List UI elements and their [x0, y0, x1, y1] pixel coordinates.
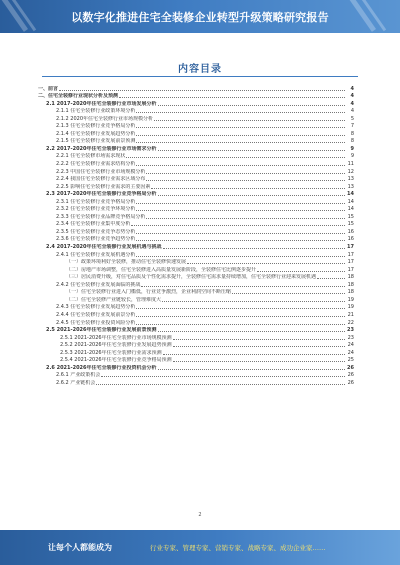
toc-entry-label: 2.5.3 2021-2026年住宅全装修行业需求预测 [60, 349, 162, 356]
toc-entry-label: 一、前言 [38, 85, 59, 92]
toc-entry-page: 25 [347, 357, 354, 364]
toc-dot-leader [136, 203, 345, 204]
toc-entry-page: 23 [347, 334, 354, 341]
toc-dot-leader [59, 90, 345, 91]
toc-entry-page: 22 [347, 319, 354, 326]
toc-dot-leader [162, 301, 345, 302]
toc-entry-page: 19 [347, 304, 354, 311]
toc-entry[interactable] [38, 371, 354, 379]
toc-entry[interactable] [38, 235, 354, 243]
toc-list [38, 84, 354, 386]
toc-entry[interactable] [38, 137, 354, 145]
toc-entry-page: 5 [350, 115, 354, 122]
footer-slogan: 让每个人都能成为 [48, 543, 112, 552]
toc-entry-page: 17 [347, 251, 354, 258]
toc-entry-label: 2.6 2021-2026年住宅全装修行业投资机会分析 [46, 364, 157, 371]
toc-entry[interactable] [38, 310, 354, 318]
toc-dot-leader [136, 210, 345, 211]
toc-entry[interactable] [38, 129, 354, 137]
toc-entry-label: 2.5.2 2021-2026年住宅全装修行业发展趋势预测 [60, 342, 172, 349]
toc-entry[interactable] [38, 273, 354, 281]
toc-entry-page: 9 [350, 153, 354, 160]
toc-entry-page: 18 [347, 281, 354, 288]
footer-banner [0, 530, 400, 565]
toc-dot-leader [136, 240, 345, 241]
toc-entry-label: 2.4.5 住宅全装修行业投资风险分析 [56, 319, 136, 326]
toc-entry-label: 2.3.1 住宅全装修行业竞争格局分析 [56, 198, 136, 205]
toc-entry-label: 2.4.2 住宅全装修行业发展面临的挑战 [56, 281, 141, 288]
toc-dot-leader [187, 263, 345, 264]
toc-entry-label: 2.3.5 住宅全装修行业竞争态势分析 [56, 228, 136, 235]
toc-dot-leader [136, 256, 345, 257]
toc-title: 内容目录 [178, 64, 222, 75]
toc-divider [42, 76, 358, 77]
toc-dot-leader [126, 157, 345, 158]
toc-entry-label: 2.4.4 住宅全装修行业发展前景分析 [56, 311, 136, 318]
toc-entry-label: （二）房地产市场调整，住宅全装修进入高质量发展新阶段，全装修住宅比例逐步提升 [66, 266, 257, 273]
toc-entry[interactable] [38, 378, 354, 386]
toc-dot-leader [136, 127, 345, 128]
toc-entry-label: 2.5 2021-2026年住宅全装修行业发展前景预测 [46, 327, 157, 334]
toc-entry[interactable] [38, 212, 354, 220]
toc-entry-label: 2.3.4 住宅全装修行业集中度分析 [56, 221, 131, 228]
toc-dot-leader [136, 308, 345, 309]
toc-entry[interactable] [38, 326, 354, 334]
toc-dot-leader [146, 218, 345, 219]
toc-entry[interactable] [38, 182, 354, 190]
toc-entry[interactable] [38, 107, 354, 115]
toc-entry[interactable] [38, 242, 354, 250]
toc-entry[interactable] [38, 205, 354, 213]
toc-entry-page: 14 [347, 191, 354, 198]
toc-entry-page: 26 [347, 372, 354, 379]
toc-entry-page: 24 [347, 349, 354, 356]
toc-entry-label: 2.4 2017-2020年住宅全装修行业发展机遇与挑战 [46, 244, 162, 251]
toc-entry[interactable] [38, 114, 354, 122]
toc-entry-label: 2.1.2 2020年住宅全装修行业市场规模分析 [56, 115, 154, 122]
toc-entry[interactable] [38, 220, 354, 228]
toc-dot-leader [141, 286, 345, 287]
toc-entry[interactable] [38, 356, 354, 364]
toc-entry-page: 13 [347, 183, 354, 190]
toc-entry-page: 9 [350, 145, 354, 152]
toc-entry-page: 16 [347, 228, 354, 235]
toc-entry-label: （一）住宅全装修行业进入门槛低，行业竞争激烈，企业利润空间不断压缩 [66, 289, 232, 296]
toc-entry[interactable] [38, 159, 354, 167]
toc-entry[interactable] [38, 250, 354, 258]
toc-entry-page: 7 [350, 123, 354, 130]
toc-dot-leader [151, 188, 345, 189]
toc-entry[interactable] [38, 288, 354, 296]
toc-entry-label: 二、住宅全装修行业现状分析及预测 [38, 93, 119, 100]
toc-entry-label: 2.4.1 住宅全装修行业发展机遇分析 [56, 251, 136, 258]
toc-entry-label: 2.6.1 产业政策机会 [56, 372, 101, 379]
toc-entry-page: 13 [347, 176, 354, 183]
toc-entry-label: 2.3 2017-2020年住宅全装修行业竞争格局分析 [46, 191, 157, 198]
toc-entry-label: 2.3.6 住宅全装修行业竞争趋势分析 [56, 236, 136, 243]
toc-dot-leader [158, 195, 345, 196]
toc-entry[interactable] [38, 341, 354, 349]
toc-entry[interactable] [38, 333, 354, 341]
toc-dot-leader [158, 331, 345, 332]
toc-entry-label: 2.3.2 住宅全装修行业竞争环境分析 [56, 206, 136, 213]
toc-dot-leader [101, 376, 345, 377]
toc-dot-leader [257, 271, 345, 272]
toc-dot-leader [163, 354, 345, 355]
toc-dot-leader [136, 324, 345, 325]
toc-entry[interactable] [38, 363, 354, 371]
toc-entry-label: 2.2.4 我国住宅全装修行业需求区域分布 [56, 176, 146, 183]
toc-entry[interactable] [38, 144, 354, 152]
report-title: 以数字化推进住宅全装修企业转型升级策略研究报告 [71, 11, 329, 24]
toc-entry[interactable] [38, 318, 354, 326]
toc-entry-page: 21 [347, 311, 354, 318]
toc-entry[interactable] [38, 167, 354, 175]
toc-entry-page: 14 [347, 206, 354, 213]
toc-entry[interactable] [38, 258, 354, 266]
page-number: 2 [198, 512, 202, 518]
toc-entry[interactable] [38, 303, 354, 311]
toc-entry[interactable] [38, 265, 354, 273]
toc-entry-page: 17 [347, 266, 354, 273]
toc-dot-leader [173, 346, 345, 347]
footer-tagline: 行业专家、管理专家、营销专家、战略专家、成功企业家…… [150, 544, 326, 552]
toc-dot-leader [136, 142, 345, 143]
toc-entry-label: 2.5.1 2021-2026年住宅全装修行业市场规模预测 [60, 334, 172, 341]
toc-dot-leader [96, 384, 345, 385]
toc-entry-page: 18 [347, 289, 354, 296]
toc-dot-leader [163, 248, 345, 249]
toc-entry-page: 18 [347, 274, 354, 281]
toc-entry-label: 2.2.1 住宅全装修市场需求现状 [56, 153, 126, 160]
toc-entry-page: 15 [347, 221, 354, 228]
toc-entry-label: 2.1 2017-2020年住宅全装修行业市场发展分析 [46, 100, 157, 107]
toc-dot-leader [119, 97, 345, 98]
toc-entry-page: 8 [350, 138, 354, 145]
toc-entry[interactable] [38, 175, 354, 183]
toc-entry[interactable] [38, 122, 354, 130]
toc-entry-page: 4 [350, 93, 354, 100]
toc-dot-leader [146, 180, 345, 181]
toc-dot-leader [173, 361, 345, 362]
toc-dot-leader [158, 369, 345, 370]
toc-entry-page: 4 [350, 108, 354, 115]
toc-entry-page: 17 [347, 259, 354, 266]
toc-entry-label: 2.2.3 中国住宅全装修行业市场规模分析 [56, 168, 146, 175]
toc-entry-page: 4 [350, 100, 354, 107]
toc-entry[interactable] [38, 190, 354, 198]
toc-entry[interactable] [38, 280, 354, 288]
toc-dot-leader [154, 120, 345, 121]
toc-dot-leader [317, 278, 345, 279]
toc-entry-page: 26 [347, 364, 354, 371]
toc-dot-leader [136, 233, 345, 234]
toc-dot-leader [136, 135, 345, 136]
toc-entry-label: 2.3.3 住宅全装修行业品牌竞争格局分析 [56, 213, 146, 220]
toc-dot-leader [232, 293, 345, 294]
toc-entry[interactable] [38, 197, 354, 205]
toc-entry-label: 2.1.1 住宅全装修行业政策环境分析 [56, 108, 136, 115]
toc-entry[interactable] [38, 152, 354, 160]
toc-dot-leader [136, 316, 345, 317]
toc-entry-label: 2.1.4 住宅全装修行业发展趋势分析 [56, 130, 136, 137]
toc-entry[interactable] [38, 295, 354, 303]
toc-entry[interactable] [38, 227, 354, 235]
toc-entry-label: 2.2 2017-2020年住宅全装修行业市场需求分析 [46, 145, 157, 152]
toc-entry-page: 4 [350, 85, 354, 92]
toc-entry-page: 19 [347, 296, 354, 303]
toc-entry-label: 2.6.2 产业链机会 [56, 379, 96, 386]
toc-entry-page: 23 [347, 327, 354, 334]
toc-entry-label: （二）住宅全装修产业链较长，管理难度大 [66, 296, 162, 303]
toc-dot-leader [136, 165, 345, 166]
toc-entry-page: 16 [347, 236, 354, 243]
toc-entry-label: （三）居民消费升级，对住宅品质及个性化需求提升，全装修住宅需求量持续增加，住宅全装修行业迎来发展机遇 [66, 274, 317, 281]
toc-dot-leader [136, 112, 345, 113]
header-banner [0, 0, 400, 33]
toc-dot-leader [158, 105, 345, 106]
toc-entry-page: 24 [347, 342, 354, 349]
toc-dot-leader [173, 339, 345, 340]
toc-entry-label: 2.2.5 影响住宅全装修行业需求的主要因素 [56, 183, 151, 190]
toc-dot-leader [131, 225, 345, 226]
toc-entry-label: 2.1.5 住宅全装修行业发展前景预测 [56, 138, 136, 145]
toc-entry-label: （一）政策环境利好全装修，推动住宅全装修快速发展 [66, 259, 187, 266]
toc-entry-page: 12 [347, 168, 354, 175]
toc-entry-page: 26 [347, 379, 354, 386]
toc-dot-leader [146, 173, 345, 174]
toc-entry-page: 11 [347, 161, 354, 168]
toc-entry[interactable] [38, 92, 354, 100]
toc-entry-label: 2.2.2 住宅全装修行业需求结构分析 [56, 161, 136, 168]
toc-entry-label: 2.5.4 2021-2026年住宅全装修行业竞争格局预测 [60, 357, 172, 364]
toc-entry-page: 14 [347, 198, 354, 205]
toc-dot-leader [158, 150, 345, 151]
toc-entry[interactable] [38, 99, 354, 107]
toc-entry[interactable] [38, 84, 354, 92]
toc-entry-page: 15 [347, 213, 354, 220]
toc-entry-page: 17 [347, 244, 354, 251]
toc-entry-page: 8 [350, 130, 354, 137]
toc-entry-label: 2.1.3 住宅全装修行业竞争格局分析 [56, 123, 136, 130]
toc-entry[interactable] [38, 348, 354, 356]
toc-entry-label: 2.4.3 住宅全装修行业发展趋势分析 [56, 304, 136, 311]
